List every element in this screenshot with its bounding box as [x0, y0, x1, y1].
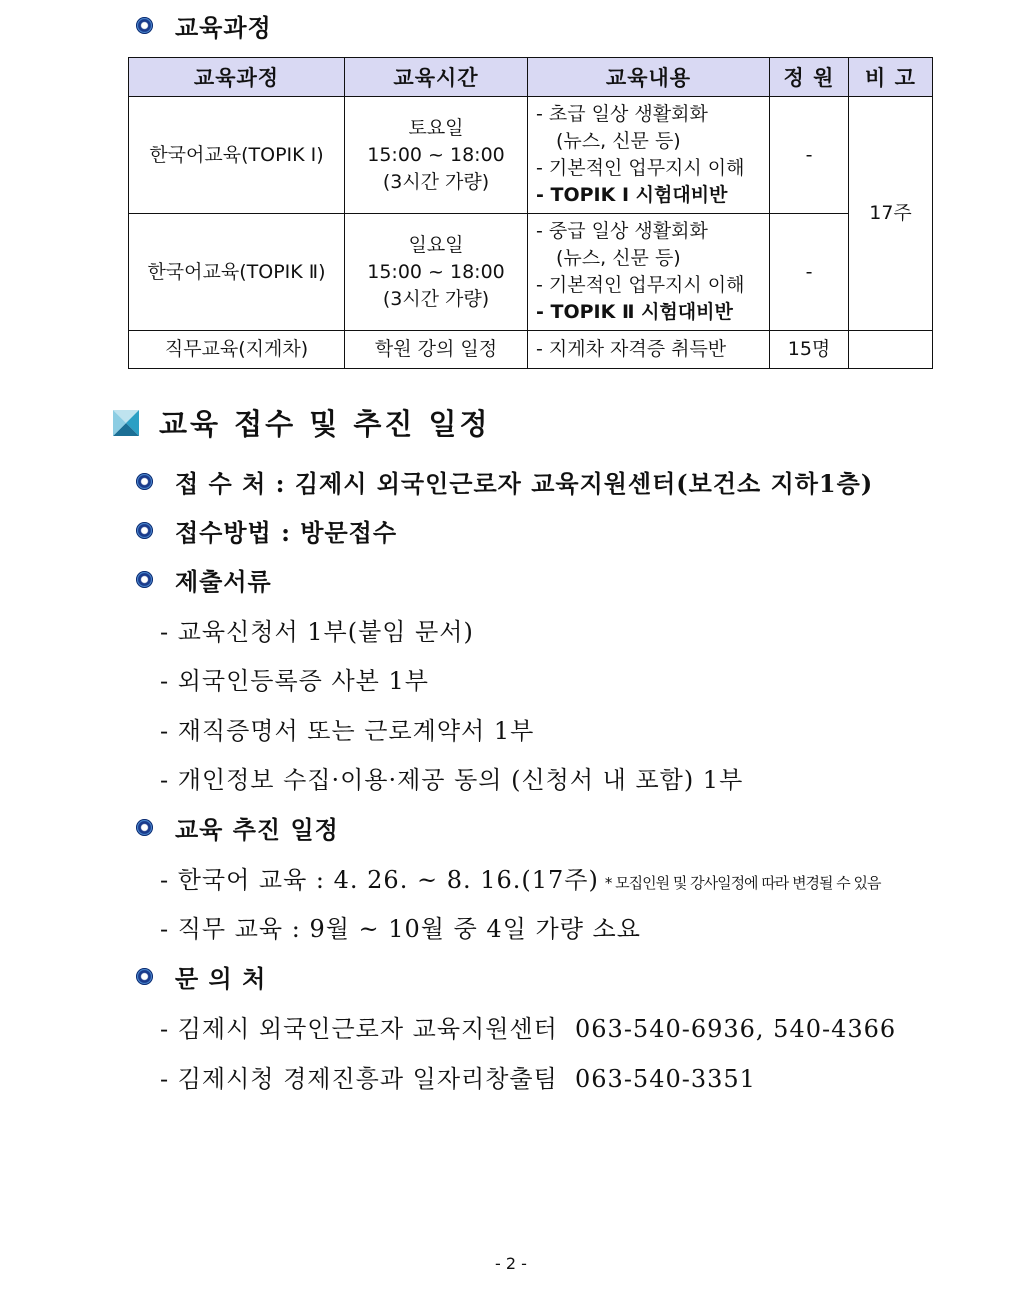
method-item [136, 513, 397, 548]
cell-time: 학원 강의 일정 [345, 331, 528, 369]
section-title [113, 402, 491, 443]
content-line: - TOPIK Ⅱ 시험대비반 [536, 301, 733, 323]
schedule-item: - 직무 교육 : 9월 ~ 10월 중 4일 가량 소요 [160, 915, 641, 943]
contact-heading [136, 959, 266, 994]
course-heading-text: 교육과정 [175, 13, 272, 42]
cell-time [345, 97, 528, 214]
time-range: 15:00 ~ 18:00 [367, 143, 505, 166]
schedule-korean: - 한국어 교육 : 4. 26. ~ 8. 16.(17주) [160, 866, 599, 894]
header-course: 교육과정 [129, 58, 345, 97]
circle-bullet-icon [136, 968, 153, 985]
content-line: - 중급 일상 생활회화 [536, 220, 708, 242]
contact-heading-text: 문 의 처 [175, 964, 267, 993]
content-line: - 초급 일상 생활회화 [536, 103, 708, 125]
cell-course: 한국어교육(TOPIK Ⅰ) [129, 97, 345, 214]
page-number: - 2 - [495, 1254, 527, 1273]
circle-bullet-icon [136, 571, 153, 588]
document-item: - 개인정보 수집·이용·제공 동의 (신청서 내 포함) 1부 [160, 766, 744, 794]
table-row [129, 331, 933, 369]
documents-heading [136, 562, 272, 597]
header-note: 비 고 [849, 58, 933, 97]
schedule-heading [136, 810, 339, 845]
table-header-row [129, 58, 933, 97]
schedule-item [160, 860, 881, 895]
method-text: 접수방법 : 방문접수 [175, 518, 398, 547]
circle-bullet-icon [136, 17, 153, 34]
contact-item: - 김제시 외국인근로자 교육지원센터 063-540-6936, 540-4366 [160, 1015, 897, 1043]
time-day: 토요일 [408, 116, 464, 139]
table-row [129, 97, 933, 214]
cell-content [528, 97, 770, 214]
reception-item [136, 464, 873, 499]
course-heading [136, 8, 272, 43]
cell-note: 17주 [849, 97, 933, 331]
cell-time [345, 214, 528, 331]
schedule-heading-text: 교육 추진 일정 [175, 815, 339, 844]
cell-capacity: - [770, 214, 849, 331]
time-duration: (3시간 가량) [382, 170, 490, 193]
cell-course: 직무교육(지게차) [129, 331, 345, 369]
document-item: - 외국인등록증 사본 1부 [160, 667, 429, 695]
document-item: - 교육신청서 1부(붙임 문서) [160, 618, 474, 646]
section-title-text: 교육 접수 및 추진 일정 [159, 407, 491, 441]
content-line: (뉴스, 신문 등) [556, 130, 681, 152]
circle-bullet-icon [136, 473, 153, 490]
header-capacity: 정 원 [770, 58, 849, 97]
time-duration: (3시간 가량) [382, 287, 490, 310]
content-line: - 기본적인 업무지시 이해 [536, 274, 745, 296]
header-content: 교육내용 [528, 58, 770, 97]
content-line: - 기본적인 업무지시 이해 [536, 157, 745, 179]
circle-bullet-icon [136, 819, 153, 836]
reception-text: 접 수 처 : 김제시 외국인근로자 교육지원센터(보건소 지하1층) [175, 469, 874, 498]
cell-course: 한국어교육(TOPIK Ⅱ) [129, 214, 345, 331]
square-section-icon [113, 410, 139, 436]
time-range: 15:00 ~ 18:00 [367, 260, 505, 283]
cell-content: - 지게차 자격증 취득반 [528, 331, 770, 369]
content-line: - TOPIK Ⅰ 시험대비반 [536, 184, 728, 206]
table-row [129, 214, 933, 331]
time-day: 일요일 [408, 233, 464, 256]
document-item: - 재직증명서 또는 근로계약서 1부 [160, 717, 535, 745]
cell-content [528, 214, 770, 331]
cell-note [849, 331, 933, 369]
course-table [128, 57, 933, 369]
header-time: 교육시간 [345, 58, 528, 97]
circle-bullet-icon [136, 522, 153, 539]
cell-capacity: 15명 [770, 331, 849, 369]
documents-heading-text: 제출서류 [175, 567, 272, 596]
content-line: (뉴스, 신문 등) [556, 247, 681, 269]
cell-capacity: - [770, 97, 849, 214]
schedule-note: * 모집인원 및 강사일정에 따라 변경될 수 있음 [604, 874, 881, 892]
contact-item: - 김제시청 경제진흥과 일자리창출팀 063-540-3351 [160, 1065, 756, 1093]
